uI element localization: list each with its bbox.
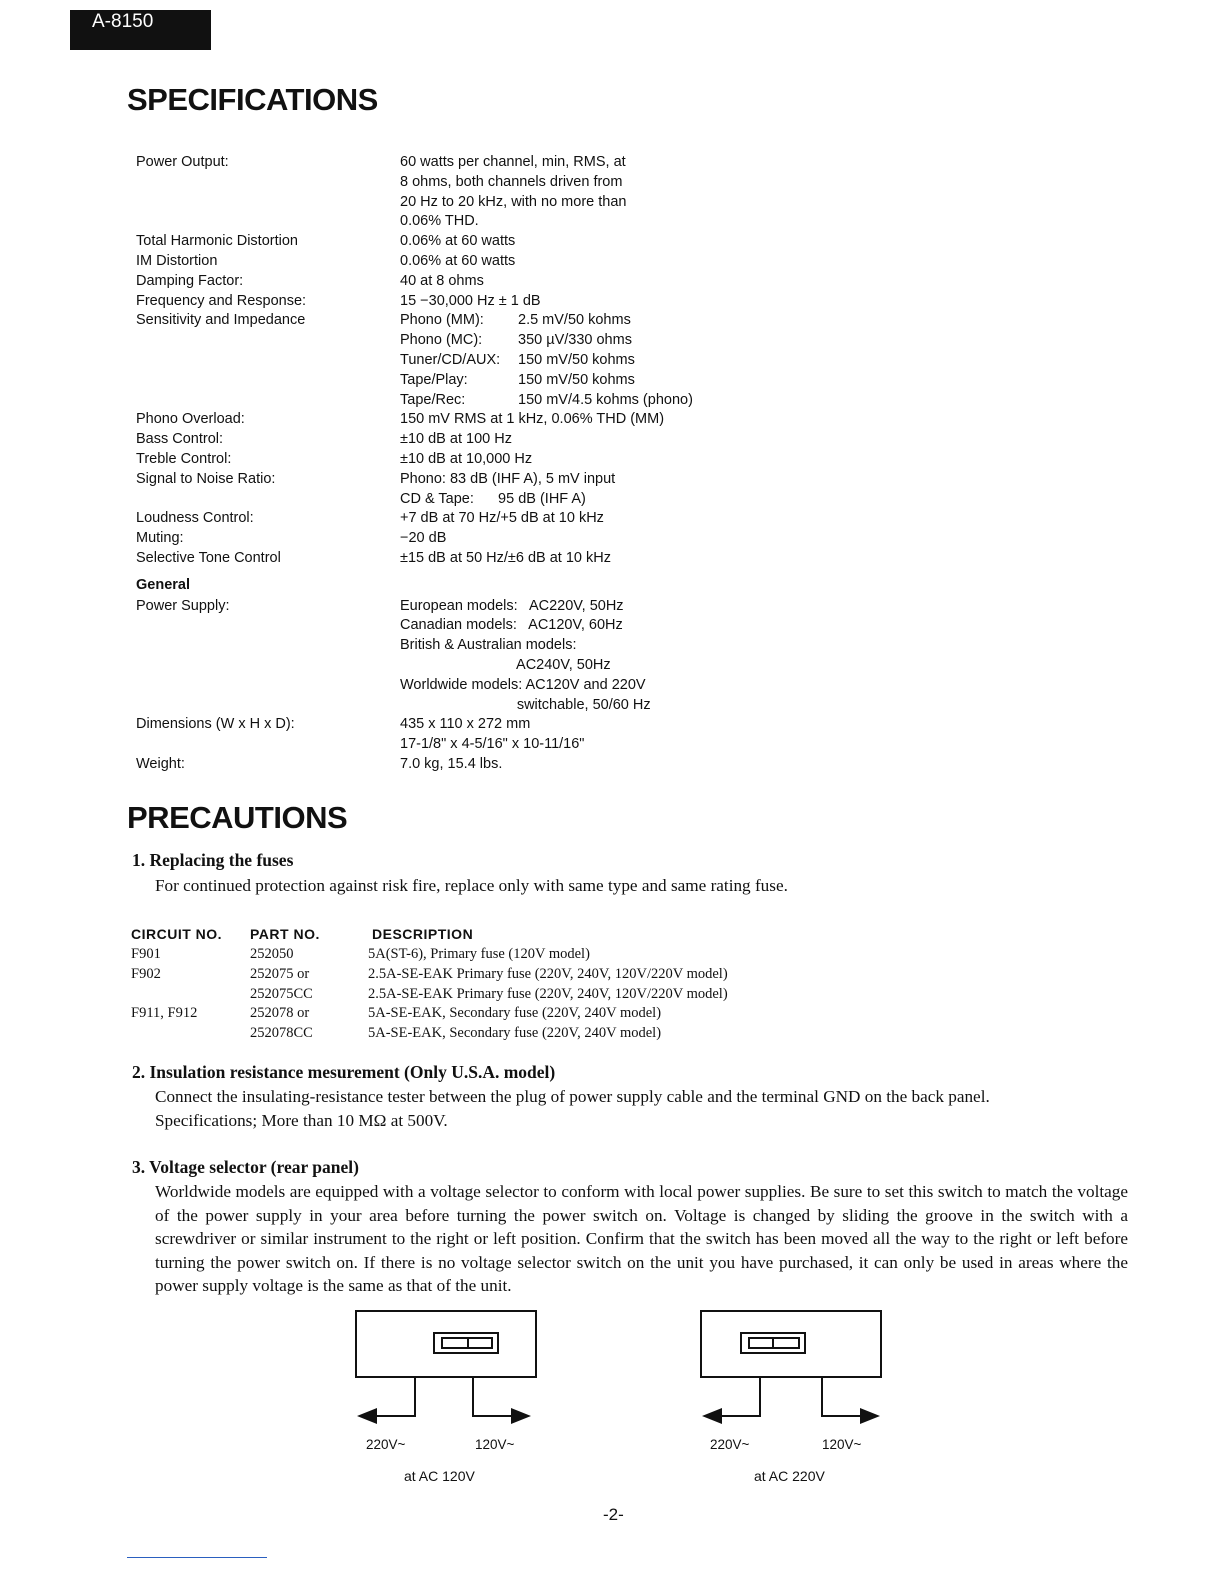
spec-value: ±10 dB at 100 Hz [400,431,512,448]
spec-label: Frequency and Response: [136,292,307,309]
fuse-table-row [0,984,1224,1004]
spec-value: switchable, 50/60 Hz [400,696,651,713]
spec-label: Total Harmonic Distortion [136,233,298,250]
voltage-switch [740,1332,806,1354]
arrow-icons [355,1376,545,1436]
page-number: -2- [603,1505,624,1524]
spec-value-row [0,469,1224,489]
fuse-description: 5A-SE-EAK, Secondary fuse (220V, 240V model) [368,1025,662,1042]
section-fuses-title: 1. Replacing the fuses [132,850,294,870]
spec-label: Signal to Noise Ratio: [136,470,276,487]
spec-label: Selective Tone Control [136,550,281,566]
fuse-part-no: 252078CC [250,1025,313,1042]
spec-value: 8 ohms, both channels driven from [400,173,623,190]
spec-value-row [0,655,1224,675]
spec-label: Bass Control: [136,431,224,448]
fuse-table-row [0,944,1224,964]
spec-sub-value: 150 mV/50 kohms [518,352,635,368]
spec-value: 150 mV RMS at 1 kHz, 0.06% THD (MM) [400,411,665,428]
spec-label: Dimensions (W x H x D): [136,716,295,733]
right-arrowhead-icon [511,1408,531,1424]
spec-value: European models: AC220V, 50Hz [400,597,624,614]
right-arrowhead-icon [860,1408,880,1424]
spec-value: Phono: 83 dB (IHF A), 5 mV input [400,470,616,487]
spec-label: Power Supply: [136,597,230,614]
fuse-part-no: 252078 or [250,1005,310,1022]
spec-value-row [0,231,1224,251]
section-insulation-title: 2. Insulation resistance mesurement (Only U.S.A. model) [132,1062,556,1082]
precautions-title: PRECAUTIONS [127,800,348,835]
spec-value: 7.0 kg, 15.4 lbs. [400,756,503,772]
voltage-label-120: 120V~ [822,1437,862,1452]
spec-label: Muting: [136,530,184,547]
fuse-header-circuit: CIRCUIT NO. [131,926,223,942]
fuse-description: 5A-SE-EAK, Secondary fuse (220V, 240V model) [368,1005,662,1022]
spec-value-row [0,635,1224,655]
spec-value-row [0,695,1224,715]
spec-pair-row [0,370,1224,390]
spec-sub-value: 150 mV/4.5 kohms (phono) [518,391,693,408]
fuse-description: 2.5A-SE-EAK Primary fuse (220V, 240V, 120V/220V model) [368,965,728,982]
fuse-table-row [0,1023,1224,1043]
spec-value: CD & Tape: 95 dB (IHF A) [400,490,586,507]
spec-value: British & Australian models: [400,637,577,654]
spec-value: 0.06% at 60 watts [400,253,516,269]
spec-label: Weight: [136,756,185,772]
spec-sub-label: Tape/Rec: [400,391,466,408]
spec-value-row [0,734,1224,754]
switch-knob [772,1337,800,1349]
spec-value: ±15 dB at 50 Hz/±6 dB at 10 kHz [400,550,611,566]
section-voltage-title: 3. Voltage selector (rear panel) [132,1157,359,1177]
diagram-caption: at AC 120V [404,1468,475,1484]
spec-value-row [0,449,1224,469]
diagram-caption: at AC 220V [754,1468,825,1484]
spec-value-row [0,489,1224,509]
spec-value-row [0,211,1224,231]
spec-value-row [0,172,1224,192]
spec-pair-row [0,310,1224,330]
spec-value-row [0,675,1224,695]
spec-label: IM Distortion [136,253,218,269]
voltage-switch [433,1332,499,1354]
spec-pair-row [0,350,1224,370]
spec-label: Damping Factor: [136,272,244,289]
spec-value-row [0,714,1224,734]
fuse-description: 2.5A-SE-EAK Primary fuse (220V, 240V, 120V/220V model) [368,985,728,1002]
spec-pair-row [0,330,1224,350]
spec-value: 17-1/8" x 4-5/16" x 10-11/16" [400,736,585,753]
voltage-label-220: 220V~ [366,1437,406,1452]
fuse-part-no: 252075CC [250,985,313,1002]
spec-value: Worldwide models: AC120V and 220V [400,676,646,693]
voltage-label-220: 220V~ [710,1437,750,1452]
section-insulation-spec: Specifications; More than 10 MΩ at 500V. [155,1111,448,1130]
spec-value-row [0,409,1224,429]
spec-label: Power Output: [136,154,229,170]
footer-line [127,1557,267,1558]
fuse-circuit-no: F901 [131,946,161,962]
fuse-part-no: 252050 [250,946,294,962]
model-number: A-8150 [92,11,154,32]
fuse-table-row [0,964,1224,984]
spec-value-row [0,528,1224,548]
spec-value: 0.06% THD. [400,213,479,230]
spec-value-row [0,291,1224,311]
spec-value-row [0,192,1224,212]
spec-value: 60 watts per channel, min, RMS, at [400,154,626,170]
left-arrow-icon [718,1378,760,1416]
spec-value: AC240V, 50Hz [400,657,611,673]
spec-value: +7 dB at 70 Hz/+5 dB at 10 kHz [400,510,604,527]
right-arrow-icon [822,1378,864,1416]
spec-sub-label: Tape/Play: [400,371,468,388]
fuse-table-row [0,1003,1224,1023]
fuse-description: 5A(ST-6), Primary fuse (120V model) [368,946,590,962]
spec-label: Phono Overload: [136,411,245,428]
spec-sub-label: Phono (MM): [400,312,484,329]
voltage-label-120: 120V~ [475,1437,515,1452]
spec-value-row [0,251,1224,271]
fuse-header-description: DESCRIPTION [372,926,474,942]
spec-sub-value: 2.5 mV/50 kohms [518,312,631,329]
spec-label: Treble Control: [136,451,232,467]
spec-value-row [0,596,1224,616]
left-arrowhead-icon [702,1408,722,1424]
spec-value: 0.06% at 60 watts [400,233,516,250]
fuse-header-part: PART NO. [250,926,320,942]
section-fuses-text: For continued protection against risk fire, replace only with same type and same rating fuse. [155,876,788,895]
spec-value-row [0,152,1224,172]
section-insulation-text: Connect the insulating-resistance tester between the plug of power supply cable and the terminal GND on the back panel. [155,1087,990,1106]
selector-panel [355,1310,537,1378]
spec-label: Loudness Control: [136,510,254,527]
spec-value-row [0,754,1224,774]
spec-pair-row [0,390,1224,410]
spec-value-row [0,508,1224,528]
spec-value-row [0,615,1224,635]
spec-value-row [0,271,1224,291]
model-tag [70,10,211,50]
spec-sub-value: 350 µV/330 ohms [518,332,632,349]
spec-value: ±10 dB at 10,000 Hz [400,451,533,467]
spec-value: 435 x 110 x 272 mm [400,716,531,733]
spec-label: Sensitivity and Impedance [136,312,306,329]
left-arrowhead-icon [357,1408,377,1424]
selector-panel [700,1310,882,1378]
spec-value: −20 dB [400,530,447,547]
spec-value: Canadian models: AC120V, 60Hz [400,617,623,634]
fuse-circuit-no: F902 [131,965,161,982]
arrow-icons [700,1376,890,1436]
general-heading [0,575,1224,595]
fuse-circuit-no: F911, F912 [131,1005,198,1022]
general-label: General [136,576,190,593]
spec-value: 40 at 8 ohms [400,272,484,289]
spec-value: 15 −30,000 Hz ± 1 dB [400,292,541,309]
spec-value-row [0,548,1224,568]
specifications-title: SPECIFICATIONS [127,82,378,117]
spec-value-row [0,429,1224,449]
spec-sub-label: Tuner/CD/AUX: [400,352,501,368]
fuse-part-no: 252075 or [250,965,310,982]
section-voltage-text: Worldwide models are equipped with a voltage selector to conform with local power supplies. Be sure to set this switch to match the voltage of the power supply in your area before turning the power switch on. Voltage is changed by sliding the groove in the switch with a screwdriver or similar instrument to the right or left position. Confirm that the switch has been moved all the way to the right or left before turning the power switch on. If there is no voltage selector switch on the unit you have purchased, it can only be used in areas where the power supply voltage is the same as that of the unit. [155,1182,1128,1295]
spec-sub-label: Phono (MC): [400,332,483,349]
spec-value: 20 Hz to 20 kHz, with no more than [400,193,627,210]
left-arrow-icon [373,1378,415,1416]
spec-sub-value: 150 mV/50 kohms [518,371,635,388]
right-arrow-icon [473,1378,515,1416]
